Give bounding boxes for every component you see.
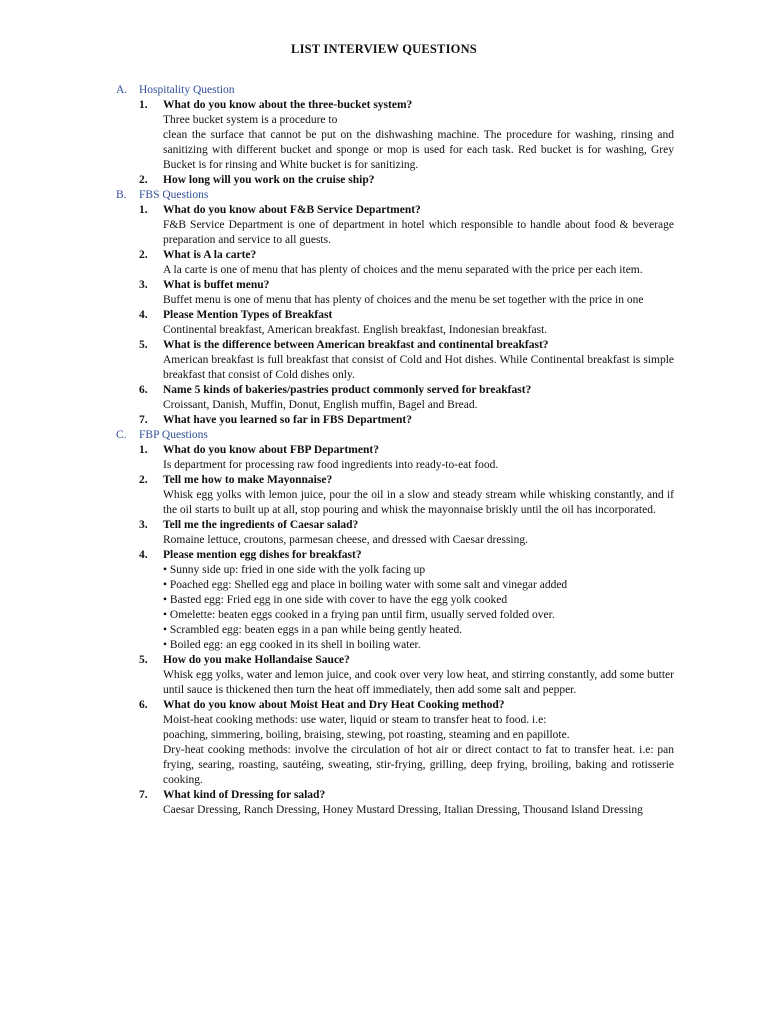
- question-text: What is A la carte?: [163, 249, 257, 261]
- question-text: Tell me how to make Mayonnaise?: [163, 474, 333, 486]
- section-title: Hospitality Question: [139, 84, 235, 96]
- question-item: [0, 698, 768, 788]
- answer-paragraph: Whisk egg yolks with lemon juice, pour the oil in a slow and steady stream while whisking constantly, and if the oil starts to built up at all, stop pouring and whisk the mayonnaise briskly until the oil has incorporated.: [163, 489, 674, 516]
- question-number: 1.: [139, 444, 148, 456]
- answer-paragraph: Whisk egg yolks, water and lemon juice, and cook over very low heat, and stirring constantly, add some butter until sauce is thickened then turn the heat off immediately, then add some salt and pepper.: [163, 669, 674, 696]
- question-list: [0, 443, 768, 818]
- question-text: How do you make Hollandaise Sauce?: [163, 654, 350, 666]
- section: [0, 428, 768, 818]
- question-text: What do you know about F&B Service Department?: [163, 204, 421, 216]
- section-title: FBP Questions: [139, 429, 208, 441]
- section: [0, 83, 768, 188]
- question-text: What kind of Dressing for salad?: [163, 789, 326, 801]
- answer: [163, 488, 674, 518]
- answer-bullet: • Omelette: beaten eggs cooked in a frying pan until firm, usually served folded over.: [163, 609, 555, 621]
- question-number: 6.: [139, 699, 148, 711]
- section-heading: [116, 188, 768, 203]
- answer: [163, 563, 674, 653]
- question-text: How long will you work on the cruise ship?: [163, 174, 375, 186]
- question-item: [0, 203, 768, 248]
- question-number: 6.: [139, 384, 148, 396]
- answer-bullet-list: [163, 563, 674, 653]
- question-number: 4.: [139, 549, 148, 561]
- question-item: [0, 413, 768, 428]
- answer-paragraph: clean the surface that cannot be put on the dishwashing machine. The procedure for washing, rinsing and sanitizing with different bucket and sponge or mop is used for each task. Red bucket is for washing, Grey Bucket is for rinsing and White bucket is for sanitizing.: [163, 129, 674, 171]
- question-item: [0, 518, 768, 548]
- answer-bullet: • Boiled egg: an egg cooked in its shell in boiling water.: [163, 639, 421, 651]
- question-text: What is the difference between American breakfast and continental breakfast?: [163, 339, 549, 351]
- answer-paragraph: American breakfast is full breakfast that consist of Cold and Hot dishes. While Continental breakfast is simple breakfast that consist of Cold dishes only.: [163, 354, 674, 381]
- answer-paragraph: Romaine lettuce, croutons, parmesan cheese, and dressed with Caesar dressing.: [163, 534, 529, 546]
- section-letter: A.: [116, 84, 128, 96]
- question-text: Name 5 kinds of bakeries/pastries product commonly served for breakfast?: [163, 384, 532, 396]
- answer-paragraph: Moist-heat cooking methods: use water, liquid or steam to transfer heat to food. i.e:: [163, 714, 547, 726]
- question-list: [0, 203, 768, 428]
- answer: [163, 398, 674, 413]
- question-item: [0, 788, 768, 818]
- question-text: Tell me the ingredients of Caesar salad?: [163, 519, 359, 531]
- section-letter: C.: [116, 429, 127, 441]
- question-number: 5.: [139, 339, 148, 351]
- answer-paragraph: poaching, simmering, boiling, braising, stewing, pot roasting, steaming and en papillote.: [163, 729, 570, 741]
- question-text: Please Mention Types of Breakfast: [163, 309, 333, 321]
- question-text: What do you know about the three-bucket system?: [163, 99, 413, 111]
- question-number: 1.: [139, 99, 148, 111]
- question-item: [0, 473, 768, 518]
- question-sections: [0, 83, 768, 818]
- question-text: What is buffet menu?: [163, 279, 270, 291]
- answer: [163, 263, 674, 278]
- answer-bullet: • Sunny side up: fried in one side with the yolk facing up: [163, 564, 426, 576]
- answer-bullet: • Poached egg: Shelled egg and place in boiling water with some salt and vinegar added: [163, 579, 568, 591]
- answer: [163, 533, 674, 548]
- document-title: LIST INTERVIEW QUESTIONS: [291, 42, 477, 56]
- question-item: [0, 308, 768, 338]
- question-item: [0, 248, 768, 278]
- section-heading: [116, 428, 768, 443]
- section-letter: B.: [116, 189, 127, 201]
- answer: [163, 668, 674, 698]
- question-number: 2.: [139, 174, 148, 186]
- answer: [163, 353, 674, 383]
- answer: [163, 218, 674, 248]
- question-text: What do you know about FBP Department?: [163, 444, 379, 456]
- answer: [163, 458, 674, 473]
- question-list: [0, 98, 768, 188]
- question-number: 5.: [139, 654, 148, 666]
- answer-paragraph: Is department for processing raw food ingredients into ready-to-eat food.: [163, 459, 499, 471]
- section-heading: [116, 83, 768, 98]
- question-number: 3.: [139, 519, 148, 531]
- question-number: 7.: [139, 414, 148, 426]
- answer: [163, 713, 674, 788]
- question-number: 2.: [139, 474, 148, 486]
- question-text: Please mention egg dishes for breakfast?: [163, 549, 362, 561]
- question-item: [0, 173, 768, 188]
- question-number: 3.: [139, 279, 148, 291]
- answer-paragraph: Dry-heat cooking methods: involve the circulation of hot air or direct contact to fat to transfer heat. i.e: pan frying, searing, roasting, sautéing, sweating, stir-frying, grilling, deep frying, broiling, baking and rotisserie cooking.: [163, 744, 674, 786]
- question-number: 4.: [139, 309, 148, 321]
- question-item: [0, 443, 768, 473]
- question-item: [0, 98, 768, 173]
- answer-paragraph: A la carte is one of menu that has plenty of choices and the menu separated with the price per each item.: [163, 264, 643, 276]
- answer: [163, 113, 674, 173]
- answer: [163, 293, 674, 308]
- question-text: What have you learned so far in FBS Department?: [163, 414, 412, 426]
- answer-paragraph: Three bucket system is a procedure to: [163, 114, 338, 126]
- answer-paragraph: Caesar Dressing, Ranch Dressing, Honey Mustard Dressing, Italian Dressing, Thousand Island Dressing: [163, 804, 643, 816]
- answer-paragraph: Continental breakfast, American breakfast. English breakfast, Indonesian breakfast.: [163, 324, 548, 336]
- question-number: 7.: [139, 789, 148, 801]
- question-item: [0, 548, 768, 653]
- answer-paragraph: F&B Service Department is one of department in hotel which responsible to handle about food & beverage preparation and service to all guests.: [163, 219, 674, 246]
- question-number: 2.: [139, 249, 148, 261]
- answer: [163, 323, 674, 338]
- question-item: [0, 338, 768, 383]
- answer-bullet: • Basted egg: Fried egg in one side with cover to have the egg yolk cooked: [163, 594, 508, 606]
- answer-paragraph: Croissant, Danish, Muffin, Donut, English muffin, Bagel and Bread.: [163, 399, 478, 411]
- section-title: FBS Questions: [139, 189, 209, 201]
- question-number: 1.: [139, 204, 148, 216]
- question-item: [0, 278, 768, 308]
- answer: [163, 803, 674, 818]
- question-item: [0, 383, 768, 413]
- question-item: [0, 653, 768, 698]
- section: [0, 188, 768, 428]
- answer-bullet: • Scrambled egg: beaten eggs in a pan while being gently heated.: [163, 624, 463, 636]
- question-text: What do you know about Moist Heat and Dry Heat Cooking method?: [163, 699, 505, 711]
- answer-paragraph: Buffet menu is one of menu that has plenty of choices and the menu be set together with the price in one: [163, 294, 644, 306]
